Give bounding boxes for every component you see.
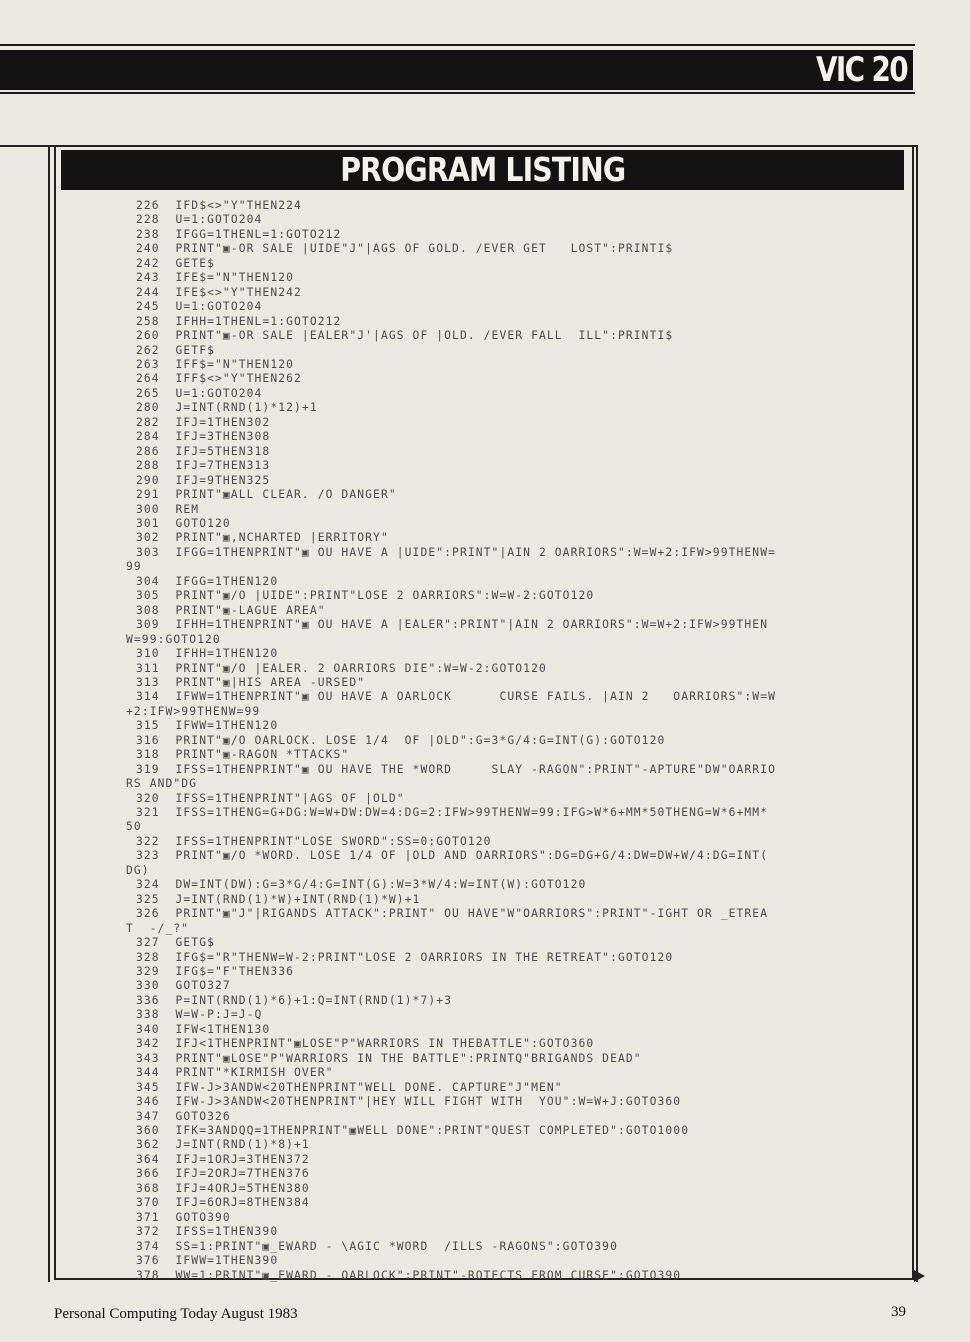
code-line: 291 PRINT"▣ALL CLEAR. /O DANGER" bbox=[136, 488, 397, 502]
code-line: 245 U=1:GOTO204 bbox=[136, 300, 263, 314]
code-line: 319 IFSS=1THENPRINT"▣ OU HAVE THE *WORD SLAY -RAGON":PRINT"-APTURE"DW"OARRIO bbox=[136, 762, 777, 776]
code-line: 322 IFSS=1THENPRINT"LOSE SWORD":SS=0:GOTO120 bbox=[136, 834, 492, 848]
code-line: 338 W=W-P:J=J-Q bbox=[136, 1008, 263, 1022]
code-line: 328 IFG$="R"THENW=W-2:PRINT"LOSE 2 OARRIORS IN THE RETREAT":GOTO120 bbox=[136, 950, 674, 964]
page-number: 39 bbox=[891, 1304, 906, 1320]
code-line: 366 IFJ=2ORJ=7THEN376 bbox=[136, 1167, 310, 1181]
code-line: 368 IFJ=4ORJ=5THEN380 bbox=[136, 1181, 310, 1195]
code-line: 360 IFK=3ANDQQ=1THENPRINT"▣WELL DONE":PRINT"QUEST COMPLETED":GOTO1000 bbox=[136, 1124, 690, 1137]
code-line: 378 WW=1:PRINT"▣_EWARD - OARLOCK":PRINT"-ROTECTS FROM CURSE":GOTO390 bbox=[136, 1268, 682, 1282]
code-line: 316 PRINT"▣/O OARLOCK. LOSE 1/4 OF |OLD":G=3*G/4:G=INT(G):GOTO120 bbox=[136, 733, 666, 747]
code-line: 324 DW=INT(DW):G=3*G/4:G=INT(G):W=3*W/4:W=INT(W):GOTO120 bbox=[136, 878, 587, 892]
code-line: 302 PRINT"▣,NCHARTED |ERRITORY" bbox=[136, 531, 389, 545]
code-line: 99 bbox=[126, 560, 142, 574]
code-line: W=99:GOTO120 bbox=[126, 632, 221, 646]
code-line: 347 GOTO326 bbox=[136, 1109, 231, 1123]
code-line: 323 PRINT"▣/O *WORD. LOSE 1/4 OF |OLD AND OARRIORS":DG=DG+G/4:DW=DW+W/4:DG=INT( bbox=[136, 849, 769, 863]
continue-arrow-icon bbox=[914, 1270, 925, 1282]
code-line: 330 GOTO327 bbox=[136, 979, 231, 993]
code-line: 301 GOTO120 bbox=[136, 516, 231, 530]
brand-title: VIC 20 bbox=[815, 50, 907, 90]
program-listing bbox=[126, 199, 836, 1283]
code-line: 264 IFF$<>"Y"THEN262 bbox=[136, 372, 302, 386]
publication-footer: Personal Computing Today August 1983 bbox=[54, 1306, 298, 1322]
code-line: 244 IFE$<>"Y"THEN242 bbox=[136, 285, 302, 299]
code-line: 242 GETE$ bbox=[136, 256, 216, 270]
code-line: 238 IFGG=1THENL=1:GOTO212 bbox=[136, 227, 342, 241]
code-line: 321 IFSS=1THENG=G+DG:W=W+DW:DW=4:DG=2:IFW>99THENW=99:IFG>W*6+MM*50THENG=W*6+MM* bbox=[136, 806, 769, 820]
code-line: 311 PRINT"▣/O |EALER. 2 OARRIORS DIE":W=W-2:GOTO120 bbox=[136, 661, 547, 675]
code-line: 240 PRINT"▣-OR SALE |UIDE"J"|AGS OF GOLD. /EVER GET LOST":PRINTI$ bbox=[136, 242, 674, 256]
code-line: 260 PRINT"▣-OR SALE |EALER"J'|AGS OF |OLD. /EVER FALL ILL":PRINTI$ bbox=[136, 329, 674, 343]
code-line: 325 J=INT(RND(1)*W)+INT(RND(1)*W)+1 bbox=[136, 892, 421, 906]
code-line: 370 IFJ=6ORJ=8THEN384 bbox=[136, 1196, 310, 1210]
code-line: 280 J=INT(RND(1)*12)+1 bbox=[136, 401, 318, 415]
code-line: 286 IFJ=5THEN318 bbox=[136, 444, 271, 458]
code-line: 329 IFG$="F"THEN336 bbox=[136, 965, 295, 979]
code-line: 314 IFWW=1THENPRINT"▣ OU HAVE A OARLOCK CURSE FAILS. |AIN 2 OARRIORS":W=W bbox=[136, 690, 777, 704]
code-line: 290 IFJ=9THEN325 bbox=[136, 473, 271, 487]
code-line: 305 PRINT"▣/O |UIDE":PRINT"LOSE 2 OARRIORS":W=W-2:GOTO120 bbox=[136, 589, 595, 603]
code-line: 288 IFJ=7THEN313 bbox=[136, 459, 271, 473]
code-line: 308 PRINT"▣-LAGUE AREA" bbox=[136, 603, 326, 617]
code-line: 318 PRINT"▣-RAGON *TTACKS" bbox=[136, 748, 350, 762]
code-line: 315 IFWW=1THEN120 bbox=[136, 719, 279, 733]
code-line: 374 SS=1:PRINT"▣_EWARD - \AGIC *WORD /ILLS -RAGONS":GOTO390 bbox=[136, 1239, 618, 1253]
header-band-edge bbox=[0, 92, 915, 94]
listing-title-bar bbox=[61, 150, 904, 190]
code-line: 313 PRINT"▣|HIS AREA -URSED" bbox=[136, 675, 366, 689]
code-line: 50 bbox=[126, 820, 142, 834]
code-line: 345 IFW-J>3ANDW<20THENPRINT"WELL DONE. CAPTURE"J"MEN" bbox=[136, 1080, 563, 1094]
code-line: 320 IFSS=1THENPRINT"|AGS OF |OLD" bbox=[136, 791, 405, 805]
code-line: 263 IFF$="N"THEN120 bbox=[136, 357, 295, 371]
code-line: 340 IFW<1THEN130 bbox=[136, 1022, 271, 1036]
show-through-text bbox=[700, 96, 910, 132]
code-line: 343 PRINT"▣LOSE"P"WARRIORS IN THE BATTLE":PRINTQ"BRIGANDS DEAD" bbox=[136, 1051, 642, 1065]
code-line: RS AND"DG bbox=[126, 777, 198, 791]
code-line: 336 P=INT(RND(1)*6)+1:Q=INT(RND(1)*7)+3 bbox=[136, 993, 453, 1007]
code-line: 309 IFHH=1THENPRINT"▣ OU HAVE A |EALER":PRINT"|AIN 2 OARRIORS":W=W+2:IFW>99THEN bbox=[136, 618, 769, 632]
code-line: 376 IFWW=1THEN390 bbox=[136, 1254, 279, 1268]
header-band bbox=[0, 50, 913, 90]
left-rule bbox=[0, 145, 48, 147]
top-rule bbox=[0, 44, 915, 46]
code-line: 303 IFGG=1THENPRINT"▣ OU HAVE A |UIDE":PRINT"|AIN 2 OARRIORS":W=W+2:IFW>99THENW= bbox=[136, 545, 777, 559]
code-line: 304 IFGG=1THEN120 bbox=[136, 574, 279, 588]
listing-title: PROGRAM LISTING bbox=[339, 150, 626, 189]
code-line: 282 IFJ=1THEN302 bbox=[136, 415, 271, 429]
code-line: T -/_?" bbox=[126, 921, 190, 935]
code-line: 344 PRINT"*KIRMISH OVER" bbox=[136, 1066, 334, 1080]
code-line: 362 J=INT(RND(1)*8)+1 bbox=[136, 1138, 310, 1152]
code-line: 372 IFSS=1THEN390 bbox=[136, 1225, 279, 1239]
code-line: 342 IFJ<1THENPRINT"▣LOSE"P"WARRIORS IN THEBATTLE":GOTO360 bbox=[136, 1037, 595, 1051]
code-line: 300 REM bbox=[136, 502, 200, 516]
code-line: 326 PRINT"▣"J"|RIGANDS ATTACK":PRINT" OU HAVE"W"OARRIORS":PRINT"-IGHT OR _ETREA bbox=[136, 907, 769, 921]
code-line: +2:IFW>99THENW=99 bbox=[126, 704, 261, 718]
code-line: 371 GOTO390 bbox=[136, 1210, 231, 1224]
code-line: 364 IFJ=1ORJ=3THEN372 bbox=[136, 1152, 310, 1166]
code-line: 265 U=1:GOTO204 bbox=[136, 386, 263, 400]
code-line: 346 IFW-J>3ANDW<20THENPRINT"|HEY WILL FIGHT WITH YOU":W=W+J:GOTO360 bbox=[136, 1095, 682, 1109]
code-line: 226 IFD$<>"Y"THEN224 bbox=[136, 199, 302, 212]
code-line: 228 U=1:GOTO204 bbox=[136, 213, 263, 227]
code-line: 243 IFE$="N"THEN120 bbox=[136, 271, 295, 285]
code-line: DG) bbox=[126, 863, 150, 877]
code-line: 310 IFHH=1THEN120 bbox=[136, 647, 279, 661]
code-line: 284 IFJ=3THEN308 bbox=[136, 430, 271, 444]
code-line: 262 GETF$ bbox=[136, 343, 216, 357]
code-line: 258 IFHH=1THENL=1:GOTO212 bbox=[136, 314, 342, 328]
code-line: 327 GETG$ bbox=[136, 936, 216, 950]
